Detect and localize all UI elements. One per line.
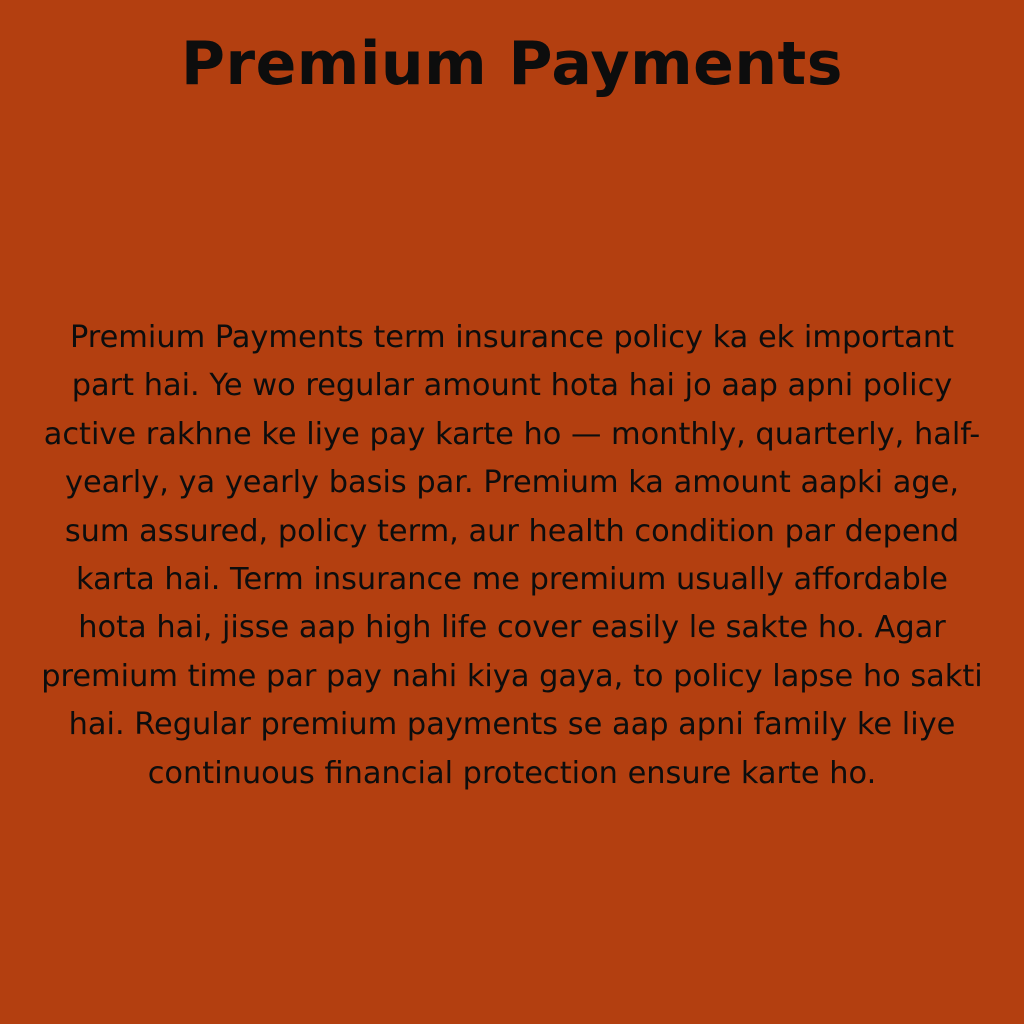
body-paragraph: Premium Payments term insurance policy ka ek important part hai. Ye wo regular amount hota hai jo aap apni policy active rakhne ke liye pay karte ho — monthly, quarterly, half-yearly, ya yearly basis par. Premium ka amount aapki age, sum assured, policy term, aur health condition par depend karta hai. Term insurance me premium usually affordable hota hai, jisse aap high life cover easily le sakte ho. Agar premium time par pay nahi kiya gaya, to policy lapse ho sakti hai. Regular premium payments se aap apni family ke liye continuous financial protection ensure karte ho. xyxy=(41,320,983,791)
page-title: Premium Payments xyxy=(181,29,843,99)
